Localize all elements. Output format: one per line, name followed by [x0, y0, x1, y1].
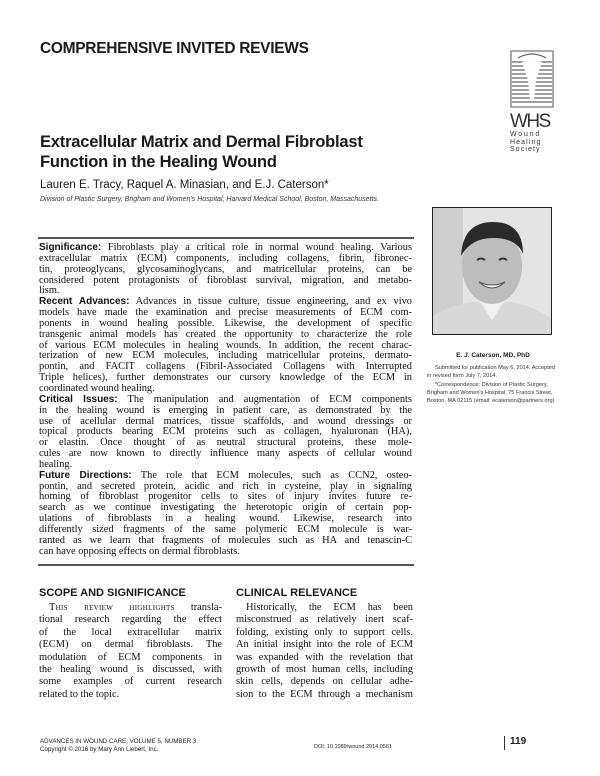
wound-healing-society-logo-icon: [510, 50, 554, 108]
page-number: 119: [510, 736, 527, 747]
abstract-label: Critical Issues:: [39, 393, 118, 405]
body-line: This review highlights transla-: [49, 602, 222, 613]
article-title: [40, 132, 363, 172]
footer-journal: [40, 738, 196, 753]
abstract-line: Critical Issues: The manipulation and augmentation of ECM components: [39, 393, 412, 405]
abstract-line: topical products bearing ECM proteins such as collagen, hyaluronan (HA),: [39, 426, 412, 438]
abstract-line: pontin, and FACIT collagens (Fibril-Associated Collagens with Interrupted: [39, 361, 412, 373]
body-line: growth of most human cells, including: [236, 664, 413, 676]
abstract-line: transgenic animal models has created the opportunity to characterize the role: [39, 328, 412, 340]
abstract-line: Recent Advances: Advances in tissue culture, tissue engineering, and ex vivo: [39, 296, 412, 308]
abstract-line: Significance: Fibroblasts play a critical role in normal wound healing. Various: [39, 242, 412, 253]
author-portrait-icon: [433, 208, 551, 334]
abstract-line: terization of new ECM molecules, including matricellular proteins, dermato-: [39, 350, 412, 362]
abstract-line: homing of fibroblast progenitor cells to sites of injury invites future re-: [39, 491, 412, 503]
abstract-label: Significance:: [39, 242, 102, 253]
abstract-line: coordinated wound healing.: [39, 382, 155, 394]
abstract-line: lism.: [39, 285, 60, 297]
logo-line: Wound: [510, 131, 542, 138]
photo-caption: E. J. Caterson, MD, PhD: [456, 352, 530, 359]
author-photo: [432, 207, 552, 335]
affiliation: Division of Plastic Surgery, Brigham and Women's Hospital, Harvard Medical School, Boston, Massachusetts.: [40, 196, 379, 203]
body-line: tional research regarding the effect: [39, 614, 222, 626]
body-line: of the local extracellular matrix: [39, 626, 222, 638]
abstract-line: or elastin. Once thought of as neutral structural proteins, these mole-: [39, 437, 412, 449]
body-line: sion to the ECM through a mechanism: [236, 688, 413, 700]
divider: [38, 237, 414, 239]
abstract-line: tin, proteoglycans, glycosaminoglycans, and matricellular proteins, can be: [39, 263, 412, 275]
doi[interactable]: DOI: 10.1089/wound.2014.0561: [314, 744, 392, 750]
abstract-line: considered potent protagonists of fibroblast survival, migration, and metabo-: [39, 274, 412, 286]
divider: [38, 564, 414, 566]
abstract-line: Triple helices), further demonstrates our cursory knowledge of the ECM in: [39, 372, 412, 384]
logo-line: Society: [510, 146, 541, 153]
abstract-line: pontin, and secreted protein, acidic and rich in cysteine, play in signaling: [39, 480, 412, 492]
clinical-text: [236, 602, 413, 701]
abstract-line: ulations of fibroblasts in a healing wound. Likewise, research into: [39, 513, 412, 525]
submission-dates: Submitted for publication May 6, 2014. Accepted in revised form July 7, 2014.: [427, 365, 556, 380]
journal-name: ADVANCES IN WOUND CARE, VOLUME 5, NUMBER 3: [40, 738, 197, 745]
body-line: misconstrued as relatively inert scaf-: [236, 614, 413, 626]
abstract-line: of various ECM molecules in healing wounds. In addition, the recent charac-: [39, 339, 412, 351]
abstract: [39, 243, 412, 557]
correspondence: *Correspondence: Division of Plastic Surgery, Brigham and Women's Hospital, 75 Francis Street, Boston, MA 02115 (email: ecaterson@partners.org): [427, 381, 555, 405]
body-line: skin cells, depends on cellular adhe-: [236, 676, 413, 688]
abstract-line: Future Directions: The role that ECM molecules, such as CCN2, osteo-: [39, 469, 412, 481]
body-line: An initial insight into the role of ECM: [236, 639, 413, 651]
abstract-line: differently sized fragments of the same polymeric ECM molecule is war-: [39, 523, 412, 535]
body-line: related to the topic.: [39, 688, 120, 700]
body-line: the healing wound is discussed, with: [39, 664, 222, 676]
body-line: some examples of current research: [39, 676, 222, 688]
scope-heading: SCOPE AND SIGNIFICANCE: [39, 587, 186, 599]
body-line: modulation of ECM components in: [39, 651, 222, 663]
scope-text: [39, 602, 222, 701]
logo-abbr: WHS: [510, 111, 550, 132]
abstract-label: Recent Advances:: [39, 296, 130, 308]
body-line: (ECM) on dermal fibroblasts. The: [39, 639, 222, 651]
section-label: COMPREHENSIVE INVITED REVIEWS: [40, 40, 309, 57]
abstract-line: search as we continue investigating the heterotopic origin of certain pop-: [39, 502, 412, 514]
abstract-line: models have made the examination and precise measurements of ECM com-: [39, 307, 412, 319]
title-line: Extracellular Matrix and Dermal Fibroblast: [40, 133, 363, 151]
body-line: folding, existing only to support cells.: [236, 626, 413, 638]
title-line: Function in the Healing Wound: [40, 153, 277, 171]
copyright: Copyright © 2016 by Mary Ann Liebert, Inc.: [40, 745, 159, 753]
abstract-line: ranted as we learn that fragments of molecules such as HA and tenascin-C: [39, 534, 412, 546]
abstract-line: in the healing wound is emerging in patient care, as demonstrated by the: [39, 404, 412, 416]
abstract-label: Future Directions:: [39, 469, 132, 481]
submission-info: [427, 364, 557, 405]
abstract-line: cules are now known to directly influence many aspects of cellular wound: [39, 448, 412, 460]
abstract-line: can have opposing effects on dermal fibroblasts.: [39, 545, 240, 557]
lead-in: This review highlights: [49, 602, 175, 613]
logo-line: Healing: [510, 138, 542, 146]
whs-logo: [510, 50, 556, 154]
abstract-line: healing.: [39, 458, 73, 470]
body-line: was expanded with the revelation that: [236, 651, 413, 663]
clinical-heading: CLINICAL RELEVANCE: [236, 587, 358, 599]
authors: Lauren E. Tracy, Raquel A. Minasian, and E.J. Caterson*: [40, 179, 329, 191]
abstract-line: use of acellular dermal matrices, tissue scaffolds, and wound dressings or: [39, 415, 412, 427]
abstract-line: ponents in wound healing possible. Likewise, the development of specific: [39, 317, 412, 329]
abstract-line: extracellular matrix (ECM) components, including collagens, fibrin, fibronec-: [39, 252, 412, 264]
page-number-separator: [504, 736, 505, 750]
body-line: Historically, the ECM has been: [246, 602, 413, 613]
